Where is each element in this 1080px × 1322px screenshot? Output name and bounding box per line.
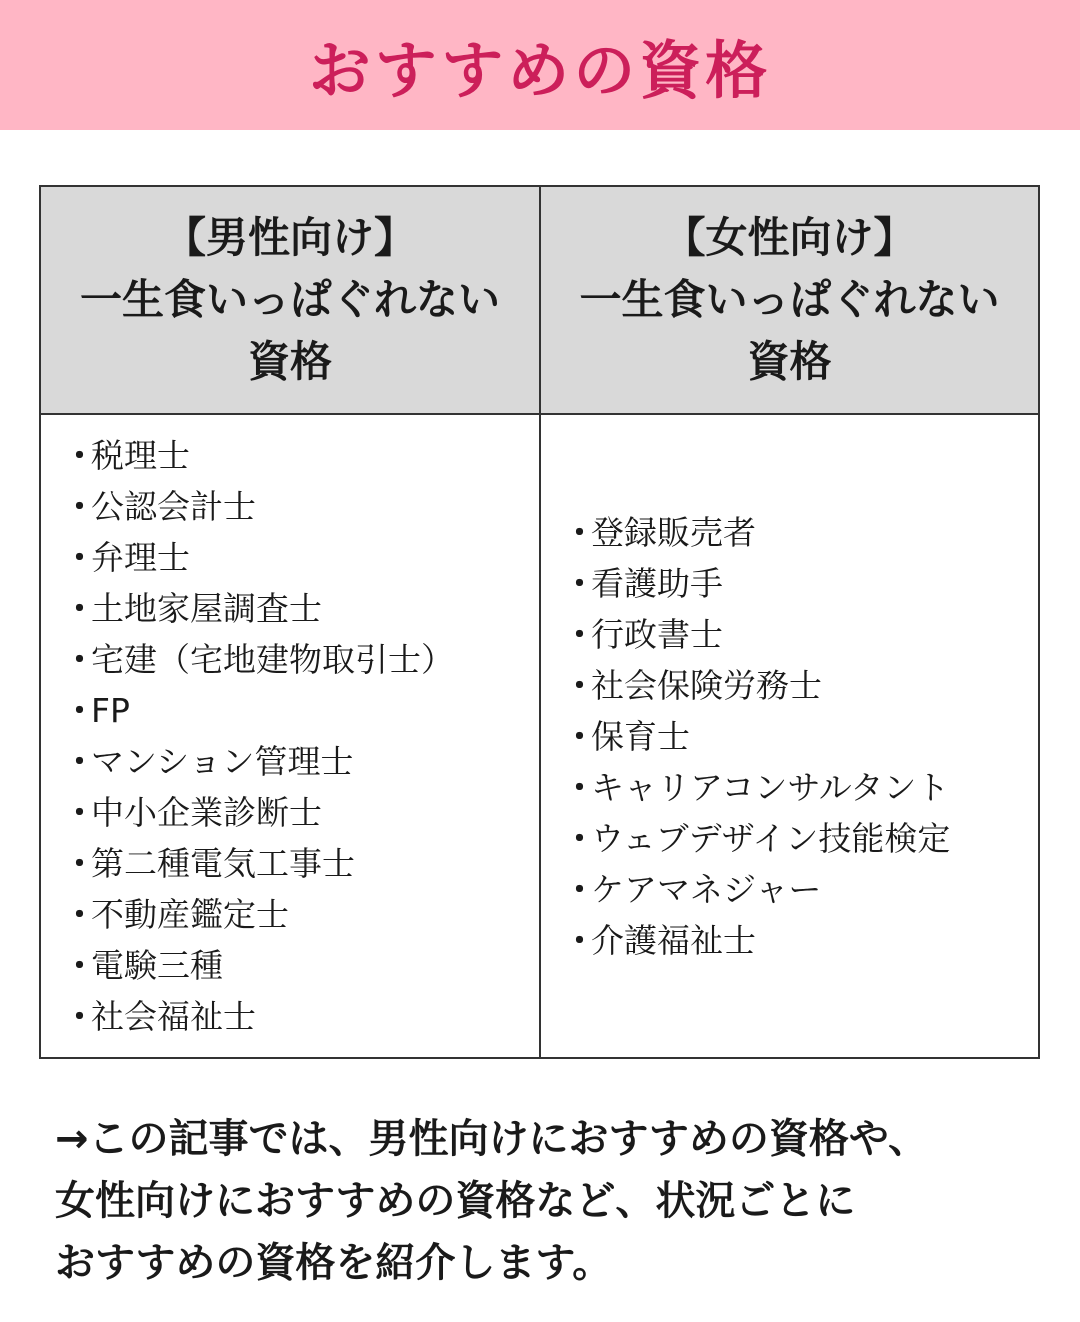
list-item xyxy=(63,787,539,838)
page-title: おすすめの資格 xyxy=(308,33,772,107)
list-item xyxy=(63,940,539,991)
list-item xyxy=(563,711,1038,762)
list-item xyxy=(63,889,539,940)
list-item xyxy=(63,736,539,787)
bullet-icon: ・ xyxy=(563,614,596,654)
qualification-name: マンション管理士 xyxy=(91,742,354,781)
qualification-name: 介護福祉士 xyxy=(591,920,756,960)
header-women xyxy=(541,187,1038,413)
women-qualification-list xyxy=(563,507,1038,966)
header-men-line: 一生食いっぱぐれない xyxy=(79,275,500,324)
qualification-name: 税理士 xyxy=(91,436,190,475)
qualification-name: 中小企業診断士 xyxy=(91,793,322,832)
bullet-icon: ・ xyxy=(563,818,596,858)
list-item xyxy=(63,991,539,1042)
list-item xyxy=(63,685,539,736)
header-women-line: 【女性向け】 xyxy=(663,213,916,262)
qualification-name: 保育士 xyxy=(591,716,690,756)
bullet-icon: ・ xyxy=(63,640,96,679)
bullet-icon: ・ xyxy=(63,946,96,985)
list-item xyxy=(563,558,1038,609)
list-item xyxy=(563,915,1038,966)
header-women-line: 一生食いっぱぐれない xyxy=(579,275,1000,324)
bullet-icon: ・ xyxy=(563,665,596,705)
list-item xyxy=(63,583,539,634)
bullet-icon: ・ xyxy=(563,920,596,960)
header-men-line: 資格 xyxy=(247,337,332,386)
title-banner xyxy=(0,0,1080,130)
bullet-icon: ・ xyxy=(563,512,596,552)
qualification-name: ケアマネジャー xyxy=(591,869,822,909)
summary-line: おすすめの資格を紹介します。 xyxy=(55,1240,613,1286)
header-men-line: 【男性向け】 xyxy=(163,213,416,262)
bullet-icon: ・ xyxy=(63,487,96,526)
qualification-name: FP xyxy=(91,691,130,730)
qualification-name: 登録販売者 xyxy=(591,512,756,552)
bullet-icon: ・ xyxy=(563,716,596,756)
list-item xyxy=(563,507,1038,558)
qualification-name: 第二種電気工事士 xyxy=(91,844,355,883)
list-item xyxy=(63,430,539,481)
qualification-name: 弁理士 xyxy=(91,538,190,577)
bullet-icon: ・ xyxy=(63,436,96,475)
qualification-name: ウェブデザイン技能検定 xyxy=(591,818,951,858)
bullet-icon: ・ xyxy=(563,869,596,909)
list-item xyxy=(563,609,1038,660)
list-item xyxy=(63,634,539,685)
bullet-icon: ・ xyxy=(63,844,96,883)
list-item xyxy=(563,813,1038,864)
summary-line: →この記事では、男性向けにおすすめの資格や、 xyxy=(55,1116,929,1162)
qualification-name: キャリアコンサルタント xyxy=(591,767,950,807)
men-list-cell xyxy=(41,415,539,1057)
qualification-name: 社会保険労務士 xyxy=(591,665,822,705)
bullet-icon: ・ xyxy=(63,997,96,1036)
bullet-icon: ・ xyxy=(63,589,96,628)
men-qualification-list xyxy=(63,430,539,1042)
qualification-name: 電験三種 xyxy=(91,946,223,985)
bullet-icon: ・ xyxy=(563,563,596,603)
qualification-name: 不動産鑑定士 xyxy=(91,895,289,934)
qualification-name: 公認会計士 xyxy=(91,487,256,526)
qualification-name: 宅建（宅地建物取引士） xyxy=(91,640,454,679)
summary-text xyxy=(55,1108,1045,1294)
list-item xyxy=(563,864,1038,915)
list-item xyxy=(63,838,539,889)
bullet-icon: ・ xyxy=(63,538,96,577)
bullet-icon: ・ xyxy=(63,793,96,832)
list-item xyxy=(63,481,539,532)
summary-line: 女性向けにおすすめの資格など、状況ごとに xyxy=(55,1178,856,1224)
bullet-icon: ・ xyxy=(63,742,96,781)
header-men xyxy=(41,187,539,413)
header-women-line: 資格 xyxy=(747,337,832,386)
list-item xyxy=(563,762,1038,813)
bullet-icon: ・ xyxy=(563,767,596,807)
qualification-name: 看護助手 xyxy=(591,563,723,603)
qualification-name: 行政書士 xyxy=(591,614,723,654)
qualification-name: 土地家屋調査士 xyxy=(91,589,322,628)
list-item xyxy=(563,660,1038,711)
list-item xyxy=(63,532,539,583)
bullet-icon: ・ xyxy=(63,895,96,934)
bullet-icon: ・ xyxy=(63,691,96,730)
women-list-cell xyxy=(541,415,1038,1057)
qualification-name: 社会福祉士 xyxy=(91,997,256,1036)
qualification-table xyxy=(39,185,1040,1059)
